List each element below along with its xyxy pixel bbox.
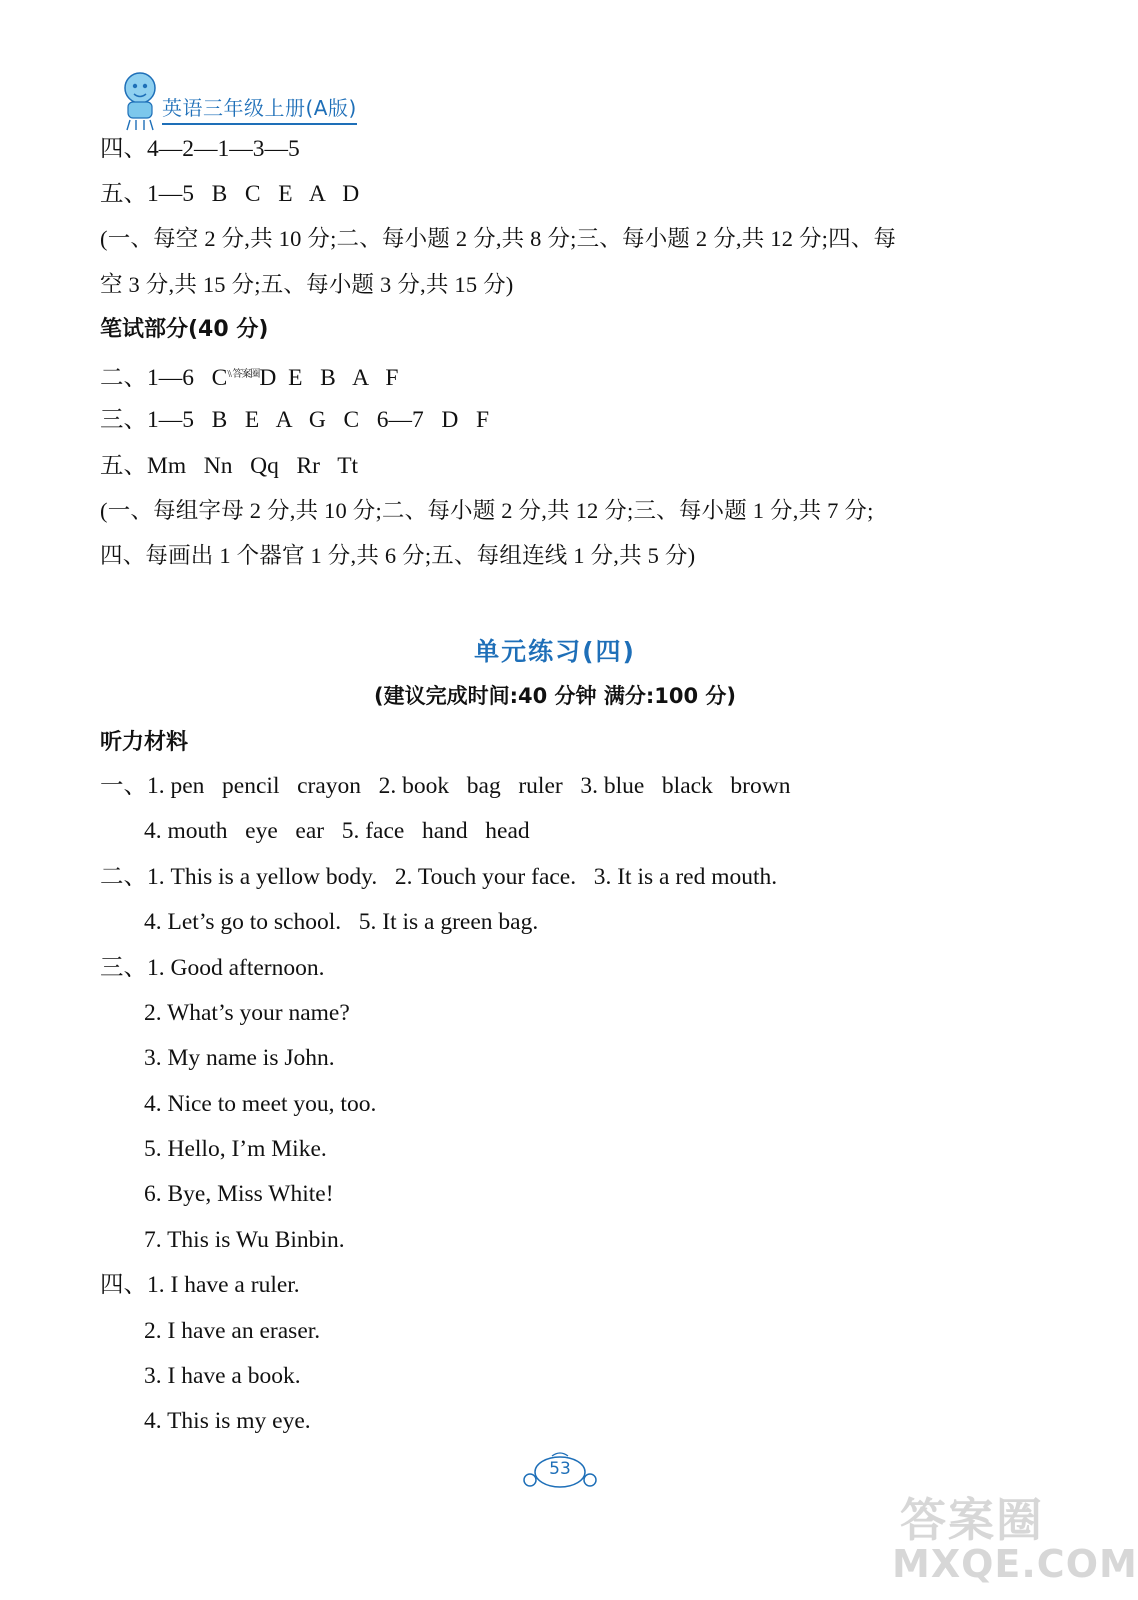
listening-heading: 听力材料 [100, 730, 189, 755]
watermark-mark: \\ 答案圈 [227, 369, 260, 380]
page-number-text: 53 [549, 1459, 571, 1479]
scoring-note-2a: (一、每组字母 2 分,共 10 分;二、每小题 2 分,共 12 分;三、每小题 1 分,共 7 分; [100, 498, 874, 523]
written-section-heading: 笔试部分(40 分) [100, 317, 269, 342]
listening-line: 4. Nice to meet you, too. [144, 1091, 377, 1117]
listening-line: 三、1. Good afternoon. [100, 955, 325, 981]
listening-line: 6. Bye, Miss White! [144, 1181, 334, 1207]
page-number [522, 1452, 598, 1490]
listening-line: 二、1. This is a yellow body. 2. Touch your face. 3. It is a red mouth. [100, 864, 778, 890]
listening-line: 3. I have a book. [144, 1363, 301, 1389]
listening-line: 2. I have an eraser. [144, 1318, 321, 1344]
answer-line-4: 四、4—2—1—3—5 [100, 136, 300, 162]
answer-line-5: 五、1—5 B C E A D [100, 181, 360, 207]
written-answer-5: 五、Mm Nn Qq Rr Tt [100, 453, 359, 479]
written-answer-2-start: 二、1—6 C [100, 365, 228, 391]
listening-line: 4. mouth eye ear 5. face hand head [144, 818, 530, 844]
listening-line: 7. This is Wu Binbin. [144, 1227, 345, 1253]
written-answer-3: 三、1—5 B E A G C 6—7 D F [100, 407, 490, 433]
scoring-note-1a: (一、每空 2 分,共 10 分;二、每小题 2 分,共 8 分;三、每小题 2 分,共 12 分;四、每 [100, 226, 897, 251]
listening-line: 一、1. pen pencil crayon 2. book bag ruler 3. blue black brown [100, 773, 791, 799]
listening-line: 2. What’s your name? [144, 1000, 350, 1026]
scoring-note-1b: 空 3 分,共 15 分;五、每小题 3 分,共 15 分) [100, 272, 514, 297]
mascot-icon [118, 68, 164, 134]
unit-title: 单元练习(四) [474, 637, 636, 666]
page-header [118, 68, 418, 134]
scoring-note-2b: 四、每画出 1 个器官 1 分,共 6 分;五、每组连线 1 分,共 5 分) [100, 543, 696, 568]
listening-line: 3. My name is John. [144, 1045, 335, 1071]
watermark-url: MXQE.COM [892, 1542, 1138, 1586]
watermark [892, 1484, 1138, 1594]
unit-subtitle: (建议完成时间:40 分钟 满分:100 分) [374, 684, 736, 708]
written-answer-2-end: D E B A F [259, 365, 399, 391]
listening-line: 5. Hello, I’m Mike. [144, 1136, 327, 1162]
watermark-top-text: 答案圈 [900, 1493, 1044, 1547]
listening-line: 四、1. I have a ruler. [100, 1272, 300, 1298]
book-title: 英语三年级上册(A版) [162, 92, 357, 125]
listening-line: 4. Let’s go to school. 5. It is a green bag. [144, 909, 539, 935]
listening-line: 4. This is my eye. [144, 1408, 311, 1434]
written-answer-2 [100, 360, 398, 393]
